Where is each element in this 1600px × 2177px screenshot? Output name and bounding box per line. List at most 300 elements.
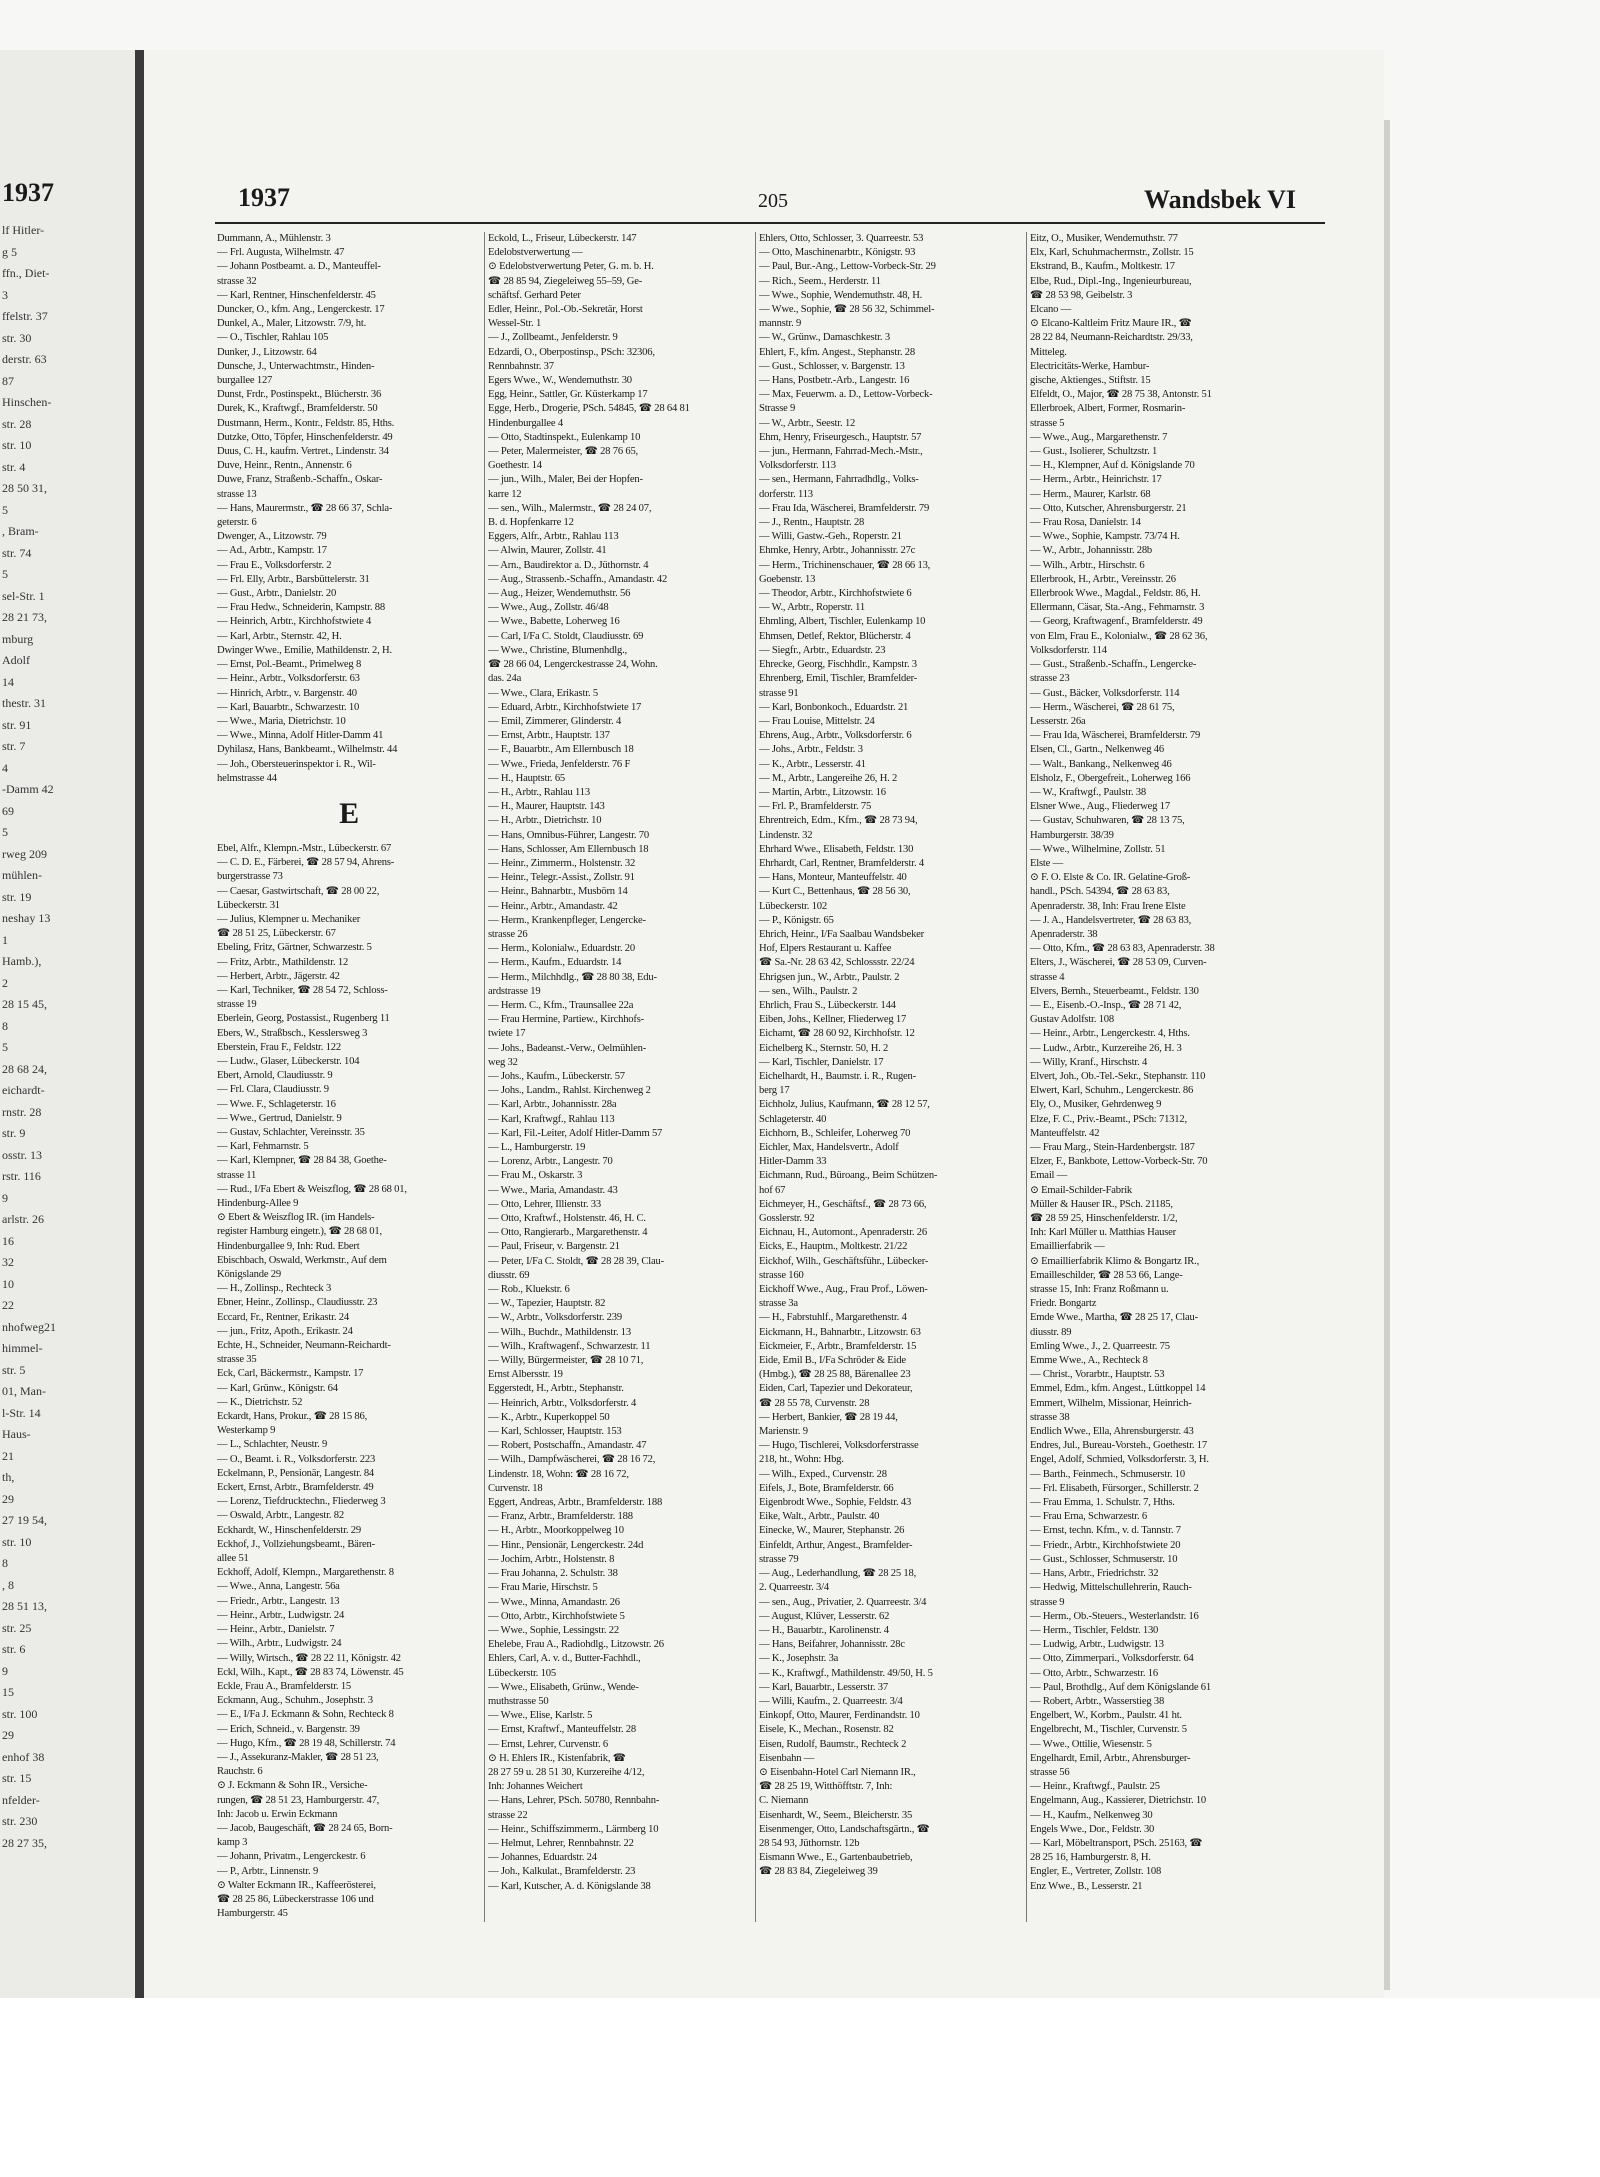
directory-entry-line: — Heinr., Kraftwgf., Paulstr. 25: [1030, 1781, 1160, 1793]
directory-entry-line: — L., Schlachter, Neustr. 9: [217, 1439, 328, 1451]
directory-entry-line: strasse 23: [1030, 673, 1070, 685]
directory-entry-line: — Johs., Badeanst.-Verw., Oelmühlen-: [488, 1042, 647, 1054]
directory-entry-line: — Herm. C., Kfm., Traunsallee 22a: [488, 999, 634, 1011]
directory-entry-line: — Ludw., Glaser, Lübeckerstr. 104: [217, 1055, 360, 1067]
left-page-fragment: 8: [2, 1018, 8, 1033]
directory-entry-line: — H., Maurer, Hauptstr. 143: [488, 801, 605, 813]
directory-entry-line: — H., Bauarbtr., Karolinenstr. 4: [759, 1624, 889, 1636]
directory-entry-line: — Hans, Schlosser, Am Ellernbusch 18: [488, 843, 649, 855]
directory-entry-line: strasse 15, Inh: Franz Roßmann u.: [1030, 1284, 1169, 1296]
directory-entry-line: — P., Arbtr., Linnenstr. 9: [217, 1865, 319, 1877]
directory-entry-line: — Julius, Klempner u. Mechaniker: [217, 913, 361, 925]
left-page-fragment: mühlen-: [2, 868, 42, 882]
directory-entry-line: ☎ Sa.-Nr. 28 63 42, Schlossstr. 22/24: [759, 957, 915, 969]
directory-entry-line: — Frau Hermine, Partiew., Kirchhofs-: [488, 1014, 644, 1026]
directory-entry-line: Elx, Karl, Schuhmachermstr., Zollstr. 15: [1030, 247, 1194, 259]
directory-entry-line: — Arn., Baudirektor a. D., Jüthornstr. 4: [488, 559, 649, 571]
left-page-fragment: eichardt-: [2, 1083, 45, 1097]
left-page-fragment: str. 25: [2, 1620, 32, 1635]
directory-entry-line: Dummann, A., Mühlenstr. 3: [217, 233, 331, 244]
directory-entry-line: Email —: [1030, 1170, 1068, 1182]
directory-entry-line: — Hans, Monteur, Manteuffelstr. 40: [759, 872, 907, 884]
directory-entry-line: — Caesar, Gastwirtschaft, ☎ 28 00 22,: [217, 885, 380, 897]
directory-entry-line: — Heinr., Zimmerm., Holstenstr. 32: [488, 857, 636, 869]
directory-entry-line: Emmert, Wilhelm, Missionar, Heinrich-: [1030, 1397, 1192, 1409]
directory-entry-line: — Wwe., Sophie, Kampstr. 73/74 H.: [1030, 531, 1180, 543]
left-page-fragment: 8: [2, 1556, 8, 1570]
directory-entry-line: — Gustav, Schuhwaren, ☎ 28 13 75,: [1030, 815, 1185, 827]
directory-entry-line: Rauchstr. 6: [217, 1766, 263, 1778]
left-page-fragment: 27 19 54,: [2, 1513, 47, 1527]
directory-entry-line: Engelbert, W., Korbm., Paulstr. 41 ht.: [1030, 1710, 1182, 1722]
directory-entry-line: Eifels, J., Bote, Bramfelderstr. 66: [759, 1482, 894, 1494]
left-page-fragment: str. 6: [2, 1642, 26, 1656]
directory-entry-line: — Herm., Maurer, Karlstr. 68: [1030, 488, 1151, 500]
directory-entry-line: Egers Wwe., W., Wendemuthstr. 30: [488, 375, 632, 387]
directory-entry-line: — M., Arbtr., Langereihe 26, H. 2: [759, 772, 898, 784]
directory-entry-line: Strasse 9: [759, 403, 796, 415]
directory-entry-line: — Heinrich, Arbtr., Volksdorferstr. 4: [488, 1397, 637, 1409]
directory-entry-line: Duus, C. H., kaufm. Vertret., Lindenstr. 34: [217, 446, 389, 458]
directory-entry-line: Emailleschilder, ☎ 28 53 66, Lange-: [1030, 1269, 1183, 1281]
directory-entry-line: — Jochim, Arbtr., Holstenstr. 8: [488, 1553, 615, 1565]
directory-entry-line: — Joh., Obersteuerinspektor i. R., Wil-: [217, 758, 376, 770]
column-separator: [1026, 232, 1027, 1922]
directory-entry-line: — J., Assekuranz-Makler, ☎ 28 51 23,: [217, 1751, 379, 1763]
directory-entry-line: — Wwe., Minna, Adolf Hitler-Damm 41: [217, 730, 384, 742]
directory-entry-line: strasse 5: [1030, 417, 1065, 429]
directory-entry-line: geterstr. 6: [217, 517, 257, 529]
book-gutter: [135, 50, 144, 1998]
left-page-fragment: 28 15 45,: [2, 997, 47, 1011]
directory-entry-line: Dunkel, A., Maler, Litzowstr. 7/9, ht.: [217, 318, 367, 330]
left-page-fragment: ffelstr. 37: [2, 309, 48, 323]
directory-entry-line: diusstr. 89: [1030, 1326, 1072, 1338]
directory-entry-line: Elsner Wwe., Aug., Fliederweg 17: [1030, 801, 1170, 813]
directory-entry-line: Friedr. Bongartz: [1030, 1298, 1097, 1310]
directory-entry-line: — Willi, Kaufm., 2. Quarreestr. 3/4: [759, 1695, 903, 1707]
directory-entry-line: — Wwe., Babette, Loherweg 16: [488, 616, 620, 628]
directory-entry-line: Schlageterstr. 40: [759, 1113, 827, 1125]
directory-entry-line: Duncker, O., kfm. Ang., Lengerckestr. 17: [217, 304, 385, 316]
directory-entry-line: ☎ 28 53 98, Geibelstr. 3: [1030, 289, 1133, 301]
directory-entry-line: Lindenstr. 18, Wohn: ☎ 28 16 72,: [488, 1468, 629, 1480]
directory-entry-line: — Gustav, Schlachter, Vereinsstr. 35: [217, 1126, 365, 1138]
directory-entry-line: Ernst Albersstr. 19: [488, 1369, 563, 1381]
directory-entry-line: — Karl, Möbeltransport, PSch. 25163, ☎: [1030, 1837, 1203, 1849]
left-page-fragment: lf Hitler-: [2, 223, 45, 237]
directory-entry-line: — Heinr., Arbtr., Ludwigstr. 24: [217, 1609, 345, 1621]
directory-entry-line: Eckle, Frau A., Bramfelderstr. 15: [217, 1680, 352, 1692]
directory-entry-line: — H., Hauptstr. 65: [488, 772, 566, 784]
directory-entry-line: — Heinrich, Arbtr., Kirchhofstwiete 4: [217, 616, 372, 628]
directory-entry-line: — Heinr., Arbtr., Lengerckestr. 4, Hths.: [1030, 1028, 1190, 1040]
left-page-fragment: rweg 209: [2, 846, 47, 861]
directory-entry-line: — Wwe., Elisabeth, Grünw., Wende-: [488, 1681, 639, 1693]
directory-entry-line: — Frl. Augusta, Wilhelmstr. 47: [217, 247, 345, 259]
directory-entry-line: burgallee 127: [217, 375, 273, 387]
directory-entry-line: — Herm., Ob.-Steuers., Westerlandstr. 16: [1030, 1610, 1199, 1622]
directory-entry-line: Endlich Wwe., Ella, Ahrensburgerstr. 43: [1030, 1426, 1194, 1438]
left-page-fragment: rstr. 116: [2, 1169, 41, 1183]
directory-entry-line: Ellermann, Cäsar, Sta.-Ang., Fehmarnstr. 3: [1030, 602, 1205, 614]
left-page-fragment: str. 230: [2, 1814, 38, 1828]
directory-entry-line: — Gust., Schlosser, v. Bargenstr. 13: [759, 360, 905, 372]
directory-entry-line: strasse 4: [1030, 971, 1065, 983]
directory-entry-line: rungen, ☎ 28 51 23, Hamburgerstr. 47,: [217, 1794, 380, 1806]
left-page-fragment: th,: [2, 1470, 15, 1484]
left-page-fragments: [2, 220, 132, 1854]
directory-entry-line: Eismann Wwe., E., Gartenbaubetrieb,: [759, 1852, 913, 1864]
directory-entry-line: Elcano —: [1030, 304, 1072, 316]
directory-entry-line: Elsen, Cl., Gartn., Nelkenweg 46: [1030, 744, 1164, 756]
directory-entry-line: Elvert, Joh., Ob.-Tel.-Sekr., Stephanstr. 110: [1030, 1070, 1206, 1082]
directory-entry-line: — K., Dietrichstr. 52: [217, 1396, 303, 1408]
directory-entry-line: Eckmann, Aug., Schuhm., Josephstr. 3: [217, 1695, 373, 1707]
directory-entry-line: — Wilh., Dampfwäscherei, ☎ 28 16 72,: [488, 1454, 656, 1466]
directory-entry-line: — jun., Hermann, Fahrrad-Mech.-Mstr.,: [759, 446, 923, 458]
directory-entry-line: Lindenstr. 32: [759, 829, 813, 841]
directory-entry-line: Engelbrecht, M., Tischler, Curvenstr. 5: [1030, 1724, 1187, 1736]
directory-entry-line: Eberlein, Georg, Postassist., Rugenberg 11: [217, 1013, 390, 1025]
directory-entry-line: Eisenbahn —: [759, 1752, 815, 1764]
directory-entry-line: — Hugo, Kfm., ☎ 28 19 48, Schillerstr. 74: [217, 1737, 396, 1749]
directory-entry-line: Eichnau, H., Automont., Apenraderstr. 26: [759, 1227, 927, 1239]
directory-entry-line: Rennbahnstr. 37: [488, 360, 554, 372]
directory-entry-line: — Wwe., Sophie, Wendemuthstr. 48, H.: [759, 289, 923, 301]
facing-left-page: [0, 50, 135, 1998]
directory-entry-line: — Frau Marie, Hirschstr. 5: [488, 1582, 598, 1594]
directory-entry-line: Eisenmenger, Otto, Landschaftsgärtn., ☎: [759, 1823, 930, 1835]
directory-entry-line: — P., Königstr. 65: [759, 914, 834, 926]
directory-entry-line: Goebenstr. 13: [759, 573, 816, 585]
directory-entry-line: — Johann Postbeamt. a. D., Manteuffel-: [217, 261, 381, 273]
directory-column-3: [759, 232, 1023, 1922]
running-head-year: 1937: [238, 183, 290, 212]
directory-entry-line: mannstr. 9: [759, 318, 802, 330]
left-page-fragment: l-Str. 14: [2, 1405, 41, 1420]
directory-entry-line: — Hans, Lehrer, PSch. 50780, Rennbahn-: [488, 1795, 660, 1807]
directory-entry-line: Ehrens, Aug., Arbtr., Volksdorferstr. 6: [759, 730, 912, 742]
directory-entry-line: — H., Arbtr., Moorkoppelweg 10: [488, 1525, 624, 1537]
directory-entry-line: Dunst, Frdr., Postinspekt., Blücherstr. 36: [217, 389, 382, 401]
directory-entry-line: — Wilh., Exped., Curvenstr. 28: [759, 1468, 887, 1480]
directory-entry-line: — Hans, Arbtr., Friedrichstr. 32: [1030, 1568, 1159, 1580]
directory-entry-line: — Theodor, Arbtr., Kirchhofstwiete 6: [759, 588, 912, 600]
directory-entry-line: — Hans, Postbetr.-Arb., Langestr. 16: [759, 375, 910, 387]
left-page-fragment: neshay 13: [2, 911, 51, 925]
directory-entry-line: — Joh., Kalkulat., Bramfelderstr. 23: [488, 1866, 636, 1878]
directory-entry-line: ⊙ J. Eckmann & Sohn IR., Versiche-: [217, 1780, 368, 1792]
directory-entry-line: — Friedr., Arbtr., Kirchhofstwiete 20: [1030, 1539, 1181, 1551]
page-number: 205: [758, 190, 788, 212]
directory-entry-line: Ellerbrook, H., Arbtr., Vereinsstr. 26: [1030, 573, 1176, 585]
directory-entry-line: — Karl, Tischler, Danielstr. 17: [759, 1056, 884, 1068]
directory-entry-line: — Karl, Bauarbtr., Schwarzestr. 10: [217, 701, 360, 713]
directory-entry-line: ⊙ H. Ehlers IR., Kistenfabrik, ☎: [488, 1752, 626, 1764]
directory-entry-line: — Herm., Tischler, Feldstr. 130: [1030, 1624, 1159, 1636]
directory-entry-line: das. 24a: [488, 673, 522, 685]
directory-entry-line: Einkopf, Otto, Maurer, Ferdinandstr. 10: [759, 1710, 920, 1722]
directory-entry-line: — Wwe., Aug., Margarethenstr. 7: [1030, 431, 1168, 443]
directory-entry-line: — Frau Erna, Schwarzestr. 6: [1030, 1511, 1147, 1523]
directory-entry-line: — Gust., Bäcker, Volksdorferstr. 114: [1030, 687, 1180, 699]
directory-entry-line: Endres, Jul., Bureau-Vorsteh., Goethestr. 17: [1030, 1440, 1207, 1452]
directory-entry-line: Hindenburg-Allee 9: [217, 1198, 299, 1209]
directory-entry-line: — Frau Hedw., Schneiderin, Kampstr. 88: [217, 602, 385, 614]
directory-entry-line: — jun., Wilh., Maler, Bei der Hopfen-: [488, 474, 643, 486]
directory-entry-line: Eide, Emil B., I/Fa Schröder & Eide: [759, 1355, 906, 1367]
directory-entry-line: burgerstrasse 73: [217, 871, 283, 883]
directory-entry-line: — Ernst, Lehrer, Curvenstr. 6: [488, 1738, 608, 1750]
directory-entry-line: strasse 91: [759, 687, 799, 699]
directory-entry-line: Elbe, Rud., Dipl.-Ing., Ingenieurbureau,: [1030, 275, 1192, 287]
directory-entry-line: ⊙ Eisenbahn-Hotel Carl Niemann IR.,: [759, 1766, 916, 1778]
directory-entry-line: — Wilh., Arbtr., Hirschstr. 6: [1030, 559, 1145, 571]
directory-entry-line: Eisen, Rudolf, Baumstr., Rechteck 2: [759, 1738, 907, 1750]
directory-entry-line: Elste —: [1030, 857, 1064, 869]
directory-entry-line: Ebers, W., Straßbsch., Kesslersweg 3: [217, 1027, 368, 1039]
left-page-fragment: 69: [2, 803, 14, 818]
directory-entry-line: — Karl, Schlosser, Hauptstr. 153: [488, 1426, 622, 1438]
directory-entry-line: — Karl, Bonbonkoch., Eduardstr. 21: [759, 701, 909, 713]
directory-entry-line: — Aug., Heizer, Wendemuthstr. 56: [488, 588, 631, 600]
directory-entry-line: — Barth., Feinmech., Schmuserstr. 10: [1030, 1468, 1185, 1480]
directory-entry-line: strasse 32: [217, 275, 257, 287]
directory-entry-line: ardstrasse 19: [488, 985, 541, 997]
directory-entry-line: ⊙ Email-Schilder-Fabrik: [1030, 1184, 1133, 1196]
directory-entry-line: Emme Wwe., A., Rechteck 8: [1030, 1355, 1148, 1367]
directory-entry-line: — Frau Ida, Wäscherei, Bramfelderstr. 79: [759, 502, 930, 514]
directory-entry-line: — Heinr., Arbtr., Volksdorferstr. 63: [217, 673, 360, 685]
left-page-fragment: 15: [2, 1685, 14, 1699]
directory-entry-line: — Max, Feuerwm. a. D., Lettow-Vorbeck-: [759, 389, 933, 401]
directory-entry-line: Enz Wwe., B., Lesserstr. 21: [1030, 1880, 1143, 1892]
directory-entry-line: — Robert, Arbtr., Wasserstieg 38: [1030, 1695, 1165, 1707]
directory-entry-line: register Hamburg eingetr.), ☎ 28 68 01,: [217, 1226, 382, 1238]
directory-entry-line: Edelobstverwertung —: [488, 247, 583, 259]
column-separator: [484, 232, 485, 1922]
directory-entry-line: 28 54 93, Jüthornstr. 12b: [759, 1837, 860, 1849]
directory-entry-line: — H., Klempner, Auf d. Königslande 70: [1030, 460, 1195, 472]
directory-entry-line: Ehrenberg, Emil, Tischler, Bramfelder-: [759, 673, 918, 685]
directory-entry-line: ⊙ Walter Eckmann IR., Kaffeerösterei,: [217, 1879, 376, 1891]
directory-entry-line: Ellerbroek, Albert, Former, Rosmarin-: [1030, 403, 1186, 415]
directory-entry-line: — Paul, Friseur, v. Bargenstr. 21: [488, 1241, 620, 1253]
left-page-fragment: 5: [2, 502, 8, 517]
directory-entry-line: ⊙ Elcano-Kaltleim Fritz Maure IR., ☎: [1030, 318, 1192, 330]
directory-entry-line: Durek, K., Kraftwgf., Bramfelderstr. 50: [217, 403, 378, 415]
directory-entry-line: Lübeckerstr. 102: [759, 900, 827, 912]
directory-entry-line: Hindenburgallee 4: [488, 417, 563, 429]
directory-entry-line: — Hans, Maurermstr., ☎ 28 66 37, Schla-: [217, 502, 393, 514]
left-page-fragment: 4: [2, 760, 8, 775]
left-page-fragment: Adolf: [2, 653, 30, 667]
directory-entry-line: Eggerstedt, H., Arbtr., Stephanstr.: [488, 1383, 624, 1395]
left-page-fragment: 1: [2, 932, 8, 947]
left-page-fragment: Hamb.),: [2, 954, 42, 968]
left-page-fragment: 28 50 31,: [2, 481, 47, 495]
left-page-fragment: 5: [2, 1040, 8, 1054]
directory-entry-line: — Gust., Arbtr., Danielstr. 20: [217, 588, 337, 600]
directory-entry-line: Engler, E., Vertreter, Zollstr. 108: [1030, 1866, 1162, 1878]
directory-entry-line: — Otto, Kfm., ☎ 28 63 83, Apenraderstr. 38: [1030, 943, 1215, 955]
directory-entry-line: — Wwe., Minna, Amandastr. 26: [488, 1596, 620, 1608]
directory-entry-line: — Frl. Clara, Claudiusstr. 9: [217, 1084, 329, 1096]
directory-entry-line: — Heinr., Bahnarbtr., Musbörn 14: [488, 886, 628, 898]
directory-entry-line: diusstr. 69: [488, 1269, 530, 1281]
directory-entry-line: Eccard, Fr., Rentner, Erikastr. 24: [217, 1311, 349, 1323]
directory-entry-line: — E., Eisenb.-O.-Insp., ☎ 28 71 42,: [1030, 999, 1182, 1011]
directory-entry-line: — K., Kraftwgf., Mathildenstr. 49/50, H. 5: [759, 1667, 933, 1679]
left-page-fragment: 87: [2, 373, 14, 388]
directory-entry-line: Eickhoff Wwe., Aug., Frau Prof., Löwen-: [759, 1284, 928, 1296]
left-page-fragment: str. 28: [2, 416, 32, 431]
directory-entry-line: — Hans, Omnibus-Führer, Langestr. 70: [488, 829, 649, 841]
directory-entry-line: — Kurt C., Bettenhaus, ☎ 28 56 30,: [759, 886, 911, 898]
directory-entry-line: — Gust., Isolierer, Schultzstr. 1: [1030, 446, 1158, 458]
directory-entry-line: Dwenger, A., Litzowstr. 79: [217, 531, 327, 543]
directory-entry-line: Eichamt, ☎ 28 60 92, Kirchhofstr. 12: [759, 1028, 915, 1040]
directory-entry-line: — Frl. P., Bramfelderstr. 75: [759, 801, 872, 813]
directory-entry-line: Dwinger Wwe., Emilie, Mathildenstr. 2, H.: [217, 644, 392, 656]
directory-entry-line: — Walt., Bankang., Nelkenweg 46: [1030, 758, 1172, 770]
left-page-fragment: 32: [2, 1255, 14, 1269]
directory-entry-line: — Friedr., Arbtr., Langestr. 13: [217, 1595, 340, 1607]
directory-entry-line: — Aug., Lederhandlung, ☎ 28 25 18,: [759, 1568, 917, 1580]
directory-entry-line: — Erich, Schneid., v. Bargenstr. 39: [217, 1723, 360, 1735]
directory-entry-line: Apenraderstr. 38, Inh: Frau Irene Elste: [1030, 900, 1186, 912]
directory-entry-line: — Karl, Rentner, Hinschenfelderstr. 45: [217, 289, 376, 301]
left-page-fragment: 5: [2, 567, 8, 581]
directory-column-4: [1030, 232, 1294, 1922]
directory-entry-line: Mitteleg.: [1030, 346, 1067, 358]
directory-entry-line: — Wwe., Ottilie, Wiesenstr. 5: [1030, 1738, 1152, 1750]
directory-entry-line: Müller & Hauser IR., PSch. 21185,: [1030, 1198, 1173, 1210]
directory-entry-line: — Wwe., Gertrud, Danielstr. 9: [217, 1112, 342, 1124]
directory-entry-line: Volksdorferstr. 113: [759, 460, 836, 472]
directory-entry-line: Eichler, Max, Handelsvertr., Adolf: [759, 1142, 899, 1153]
directory-entry-line: — Heinr., Arbtr., Danielstr. 7: [217, 1624, 335, 1636]
directory-entry-line: handl., PSch. 54394, ☎ 28 63 83,: [1030, 886, 1170, 898]
left-page-fragment: , 8: [2, 1577, 14, 1592]
directory-entry-line: — Oswald, Arbtr., Langestr. 82: [217, 1510, 344, 1522]
directory-entry-line: Ehlers, Otto, Schlosser, 3. Quarreestr. 53: [759, 233, 924, 244]
directory-entry-line: ☎ 28 83 84, Ziegeleiweg 39: [759, 1866, 878, 1878]
directory-entry-line: — Heinr., Arbtr., Amandastr. 42: [488, 900, 618, 912]
directory-entry-line: Engel, Adolf, Schmied, Volksdorferstr. 3, H.: [1030, 1454, 1209, 1466]
directory-entry-line: — Karl, Arbtr., Johannisstr. 28a: [488, 1099, 617, 1111]
directory-entry-line: Hamburgerstr. 38/39: [1030, 829, 1114, 841]
directory-entry-line: — Wilh., Buchdr., Mathildenstr. 13: [488, 1326, 631, 1338]
directory-entry-line: Ehlers, Carl, A. v. d., Butter-Fachhdl.,: [488, 1653, 641, 1665]
directory-entry-line: berg 17: [759, 1085, 790, 1097]
directory-entry-line: Eisele, K., Mechan., Rosenstr. 82: [759, 1724, 894, 1736]
directory-entry-line: — Johs., Landm., Rahlst. Kirchenweg 2: [488, 1085, 651, 1097]
directory-entry-line: — O., Beamt. i. R., Volksdorferstr. 223: [217, 1453, 376, 1465]
directory-entry-line: — Frau Johanna, 2. Schulstr. 38: [488, 1568, 618, 1580]
directory-entry-line: Marienstr. 9: [759, 1426, 808, 1438]
directory-entry-line: — Wwe., Frieda, Jenfelderstr. 76 F: [488, 758, 631, 770]
directory-entry-line: — E., I/Fa J. Eckmann & Sohn, Rechteck 8: [217, 1709, 394, 1721]
directory-entry-line: ☎ 28 59 25, Hinschenfelderstr. 1/2,: [1030, 1213, 1178, 1225]
directory-entry-line: — H., Arbtr., Dietrichstr. 10: [488, 815, 602, 827]
directory-entry-line: strasse 26: [488, 928, 528, 940]
directory-entry-line: Eigenbrodt Wwe., Sophie, Feldstr. 43: [759, 1497, 912, 1509]
directory-entry-line: — Aug., Strassenb.-Schaffn., Amandastr. 42: [488, 573, 668, 585]
directory-entry-line: — Frau E., Volksdorferstr. 2: [217, 559, 332, 571]
directory-entry-line: — Frau Ida, Wäscherei, Bramfelderstr. 79: [1030, 730, 1201, 742]
directory-entry-line: Eisenhardt, W., Seem., Bleicherstr. 35: [759, 1809, 913, 1821]
directory-entry-line: — J. A., Handelsvertreter, ☎ 28 63 83,: [1030, 914, 1192, 926]
directory-entry-line: — Herm., Arbtr., Heinrichstr. 17: [1030, 474, 1162, 486]
directory-entry-line: Ehlert, F., kfm. Angest., Stephanstr. 28: [759, 346, 915, 358]
directory-entry-line: — W., Grünw., Damaschkestr. 3: [759, 332, 890, 344]
directory-entry-line: — Rob., Kluekstr. 6: [488, 1284, 570, 1296]
directory-entry-line: — Otto, Rangierarb., Margarethenstr. 4: [488, 1227, 648, 1239]
left-page-fragment: 9: [2, 1663, 8, 1678]
directory-entry-line: Emaillierfabrik —: [1030, 1241, 1105, 1253]
left-page-fragment: str. 10: [2, 1534, 32, 1549]
directory-entry-line: Eichmann, Rud., Büroang., Beim Schützen-: [759, 1170, 938, 1182]
bottom-margin: [0, 1998, 1600, 2177]
directory-entry-line: — Hinr., Pensionär, Lengerckestr. 24d: [488, 1539, 644, 1551]
directory-entry-line: Ellerbrook Wwe., Magdal., Feldstr. 86, H.: [1030, 588, 1201, 600]
directory-entry-line: Engels Wwe., Dor., Feldstr. 30: [1030, 1823, 1155, 1835]
directory-entry-line: — Robert, Postschaffn., Amandastr. 47: [488, 1440, 647, 1452]
directory-entry-line: — Johannes, Eduardstr. 24: [488, 1852, 597, 1864]
directory-entry-line: — W., Tapezier, Hauptstr. 82: [488, 1298, 606, 1310]
directory-entry-line: Inh: Johannes Weichert: [488, 1781, 583, 1793]
directory-entry-line: — Hinrich, Arbtr., v. Bargenstr. 40: [217, 687, 357, 699]
directory-entry-line: Ehrigsen jun., W., Arbtr., Paulstr. 2: [759, 971, 900, 983]
directory-entry-line: Hof, Elpers Restaurant u. Kaffee: [759, 943, 892, 955]
directory-entry-line: Eichholz, Julius, Kaufmann, ☎ 28 12 57,: [759, 1099, 930, 1111]
directory-entry-line: — Frl. Elisabeth, Fürsorger., Schillerstr. 2: [1030, 1482, 1199, 1494]
directory-entry-line: — Willi, Gastw.-Geh., Roperstr. 21: [759, 531, 902, 543]
directory-entry-line: Inh: Karl Müller u. Matthias Hauser: [1030, 1227, 1176, 1239]
directory-entry-line: Elfeldt, O., Major, ☎ 28 75 38, Antonstr. 51: [1030, 389, 1212, 401]
directory-entry-line: Ehrhard Wwe., Elisabeth, Feldstr. 130: [759, 843, 914, 855]
directory-entry-line: Ehmke, Henry, Arbtr., Johannisstr. 27c: [759, 545, 916, 557]
left-page-fragment: str. 19: [2, 889, 32, 904]
directory-entry-line: Engelmann, Aug., Kassierer, Dietrichstr. 10: [1030, 1795, 1207, 1807]
left-page-fragment: str. 15: [2, 1771, 32, 1785]
directory-entry-line: — Frau M., Oskarstr. 3: [488, 1170, 583, 1182]
left-page-fragment: 28 68 24,: [2, 1061, 47, 1076]
directory-entry-line: Westerkamp 9: [217, 1425, 276, 1437]
directory-entry-line: Goethestr. 14: [488, 460, 542, 472]
directory-entry-line: — Otto, Arbtr., Schwarzestr. 16: [1030, 1667, 1158, 1679]
directory-entry-line: — Paul, Brothdlg., Auf dem Königslande 61: [1030, 1681, 1212, 1693]
left-page-fragment: 21: [2, 1448, 14, 1463]
directory-entry-line: weg 32: [488, 1056, 518, 1068]
directory-entry-line: — Johs., Kaufm., Lübeckerstr. 57: [488, 1070, 625, 1082]
directory-entry-line: — L., Hamburgerstr. 19: [488, 1142, 586, 1153]
left-page-fragment: 9: [2, 1190, 8, 1205]
left-page-fragment: Haus-: [2, 1427, 31, 1441]
directory-entry-line: Eggert, Andreas, Arbtr., Bramfelderstr. 188: [488, 1497, 663, 1509]
directory-entry-line: — Gust., Schlosser, Schmuserstr. 10: [1030, 1553, 1178, 1565]
left-page-fragment: enhof 38: [2, 1749, 45, 1764]
left-page-fragment: 28 21 73,: [2, 610, 47, 624]
directory-entry-line: ☎ 28 25 86, Lübeckerstrasse 106 und: [217, 1893, 374, 1905]
directory-entry-line: allee 51: [217, 1553, 249, 1565]
directory-entry-line: ⊙ Emaillierfabrik Klimo & Bongartz IR.,: [1030, 1255, 1200, 1267]
directory-entry-line: Hamburgerstr. 45: [217, 1908, 288, 1920]
directory-entry-line: twiete 17: [488, 1028, 526, 1040]
directory-entry-line: — Wwe., Elise, Karlstr. 5: [488, 1710, 593, 1722]
